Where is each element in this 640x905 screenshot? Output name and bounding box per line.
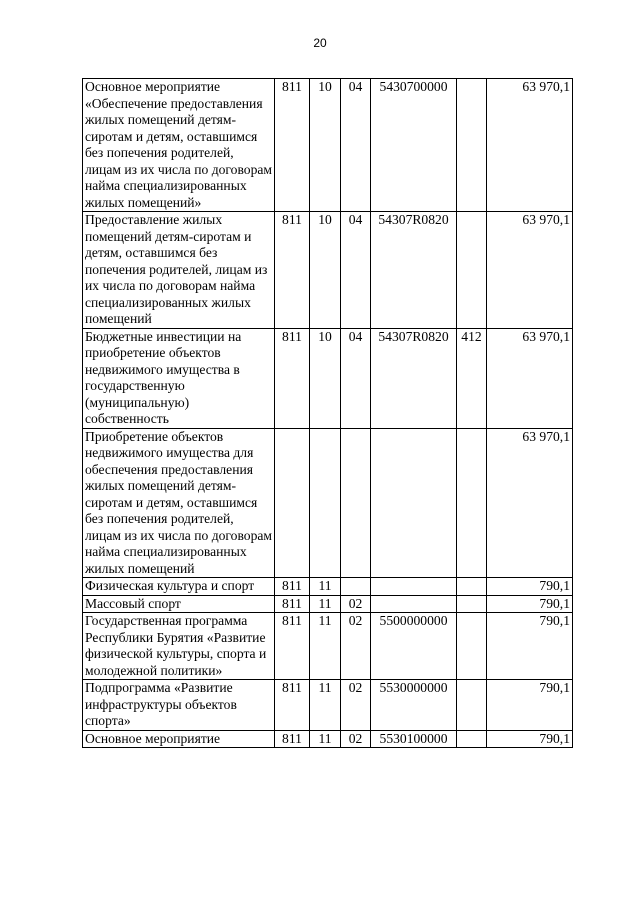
row-vr <box>457 428 487 578</box>
row-pr: 02 <box>341 595 371 613</box>
row-amount: 790,1 <box>487 595 573 613</box>
row-name: Предоставление жилых помещений детям-сиротам и детям, оставшимся без попечения родителей, лицам из их числа по договорам найма специализированных жилых помещений <box>83 212 275 329</box>
row-pr <box>341 578 371 596</box>
table-row <box>83 79 573 212</box>
row-name: Государственная программа Республики Бурятия «Развитие физической культуры, спорта и молодежной политики» <box>83 613 275 680</box>
row-rz: 10 <box>310 212 341 329</box>
row-grbs: 811 <box>275 578 310 596</box>
row-amount: 63 970,1 <box>487 212 573 329</box>
row-vr <box>457 212 487 329</box>
row-amount: 63 970,1 <box>487 428 573 578</box>
row-vr <box>457 578 487 596</box>
table-row <box>83 212 573 329</box>
row-amount: 790,1 <box>487 578 573 596</box>
row-csr: 5530000000 <box>371 680 457 731</box>
row-amount: 63 970,1 <box>487 328 573 428</box>
row-grbs: 811 <box>275 212 310 329</box>
table-row <box>83 613 573 680</box>
row-name: Основное мероприятие «Обеспечение предоставления жилых помещений детям-сиротам и детям, оставшимся без попечения родителей, лицам из их числа по договорам найма специализированных жилых помещений» <box>83 79 275 212</box>
row-name: Физическая культура и спорт <box>83 578 275 596</box>
table-row <box>83 578 573 596</box>
row-grbs: 811 <box>275 79 310 212</box>
row-vr <box>457 613 487 680</box>
row-csr: 5430700000 <box>371 79 457 212</box>
row-csr <box>371 595 457 613</box>
row-name: Приобретение объектов недвижимого имущества для обеспечения предоставления жилых помещений детям-сиротам и детям, оставшимся без попечения родителей, лицам из их числа по договорам найма специализированных жилых помещений <box>83 428 275 578</box>
row-grbs <box>275 428 310 578</box>
row-rz: 11 <box>310 613 341 680</box>
row-name: Массовый спорт <box>83 595 275 613</box>
row-pr: 02 <box>341 680 371 731</box>
row-vr <box>457 595 487 613</box>
row-name: Подпрограмма «Развитие инфраструктуры объектов спорта» <box>83 680 275 731</box>
row-csr <box>371 578 457 596</box>
row-csr: 5500000000 <box>371 613 457 680</box>
row-amount: 790,1 <box>487 680 573 731</box>
row-grbs: 811 <box>275 613 310 680</box>
row-name: Бюджетные инвестиции на приобретение объектов недвижимого имущества в государственную (муниципальную) собственность <box>83 328 275 428</box>
row-rz: 11 <box>310 595 341 613</box>
row-rz <box>310 428 341 578</box>
row-rz: 11 <box>310 680 341 731</box>
table-row <box>83 428 573 578</box>
row-amount: 790,1 <box>487 613 573 680</box>
row-pr: 02 <box>341 613 371 680</box>
row-rz: 11 <box>310 730 341 748</box>
table-row <box>83 595 573 613</box>
row-csr: 54307R0820 <box>371 328 457 428</box>
row-pr: 04 <box>341 212 371 329</box>
row-grbs: 811 <box>275 680 310 731</box>
row-grbs: 811 <box>275 595 310 613</box>
table-body <box>83 79 573 748</box>
budget-table <box>82 78 573 748</box>
row-csr: 5530100000 <box>371 730 457 748</box>
row-rz: 10 <box>310 79 341 212</box>
row-pr: 02 <box>341 730 371 748</box>
row-vr <box>457 730 487 748</box>
row-csr: 54307R0820 <box>371 212 457 329</box>
row-pr <box>341 428 371 578</box>
row-csr <box>371 428 457 578</box>
row-name: Основное мероприятие <box>83 730 275 748</box>
row-rz: 10 <box>310 328 341 428</box>
row-vr <box>457 79 487 212</box>
row-vr: 412 <box>457 328 487 428</box>
row-rz: 11 <box>310 578 341 596</box>
table-row <box>83 328 573 428</box>
row-grbs: 811 <box>275 328 310 428</box>
table-row <box>83 730 573 748</box>
row-pr: 04 <box>341 328 371 428</box>
row-grbs: 811 <box>275 730 310 748</box>
row-amount: 790,1 <box>487 730 573 748</box>
table-row <box>83 680 573 731</box>
page-number: 20 <box>313 36 327 50</box>
row-amount: 63 970,1 <box>487 79 573 212</box>
row-vr <box>457 680 487 731</box>
row-pr: 04 <box>341 79 371 212</box>
